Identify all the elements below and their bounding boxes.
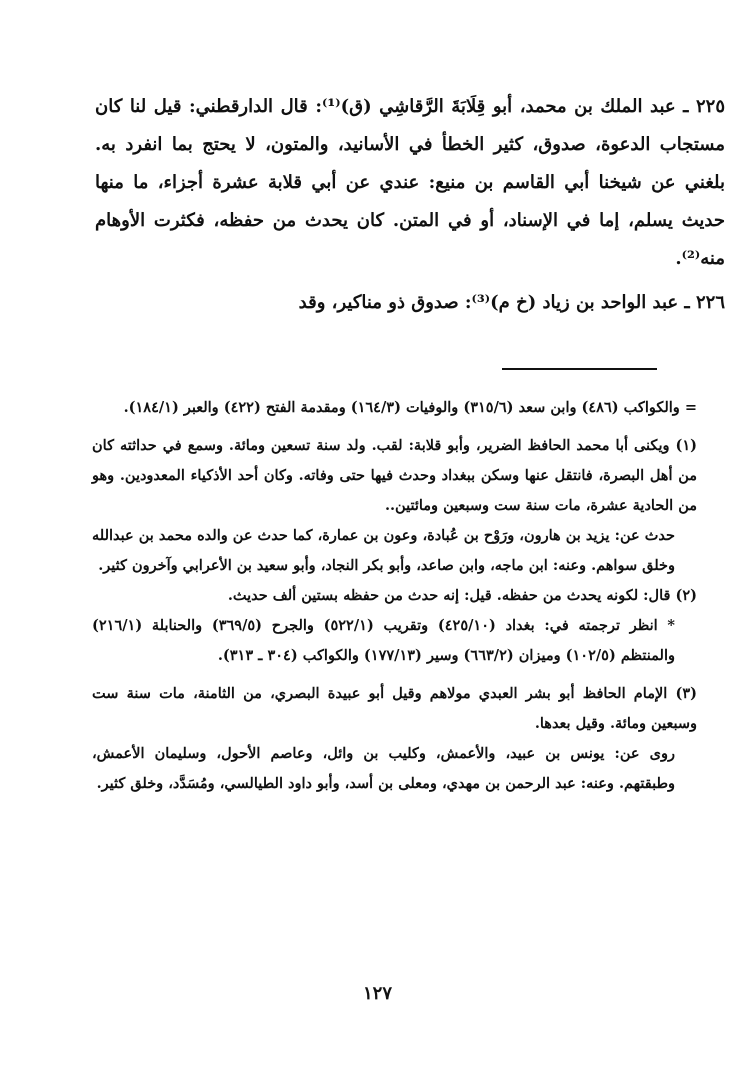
footnote-3-narrators: روى عن: يونس بن عبيد، والأعمش، وكليب بن وائل، وعاصم الأحول، وسليمان الأعمش، وطبقتهم. وعنه: عبد الرحمن بن مهدي، ومعلى بن أسد، وأبو داود الطيالسي، ومُسَدَّد، وخلق كثير. (92, 745, 675, 792)
entry-226: ٢٢٦ ـ عبد الواحد بن زياد (خ م)⁽³⁾: صدوق ذو مناكير، وقد (298, 292, 725, 313)
footnote-2-references: * انظر ترجمته في: بغداد (٤٢٥/١٠) وتقريب (٥٢٢/١) والجرح (٣٦٩/٥) والحنابلة (٢١٦/١) والمنتظم (١٠٢/٥) وميزان (٦٦٣/٢) وسير (١٧٧/١٣) والكواكب (٣٠٤ ـ ٣١٣). (92, 617, 676, 664)
footnotes (92, 393, 697, 799)
footnote-continuation: = والكواكب (٤٨٦) وابن سعد (٣١٥/٦) والوفيات (١٦٤/٣) ومقدمة الفتح (٤٢٢) والعبر (١٨٤/١). (123, 399, 697, 416)
footnote-1: (١) ويكنى أبا محمد الحافظ الضرير، وأبو قلابة: لقب. ولد سنة تسعين ومائة. وسمع في حداثته كان من أهل البصرة، فانتقل عنها وسكن ببغداد وحدث فيها حتى وفاته. وكان أحد الأذكياء المعدودين. وهو من الحادية عشرة، مات سنة ست وسبعين ومائتين.. (92, 437, 697, 514)
page-number: ١٢٧ (362, 983, 392, 1004)
footnote-separator (502, 368, 657, 370)
footnote-1-narrators: حدث عن: يزيد بن هارون، ورَوْح بن عُبادة، وعون بن عمارة، كما حدث عن والده محمد بن عبدالله وخلق سواهم. وعنه: ابن ماجه، وابن صاعد، وأبو بكر النجاد، وأبو سعيد بن الأعرابي وآخرون كثير. (92, 527, 675, 574)
footnote-3: (٣) الإمام الحافظ أبو بشر العبدي مولاهم وقيل أبو عبيدة البصري، من الثامنة، مات سنة ست وسبعين ومائة. وقيل بعدها. (92, 685, 697, 732)
main-text (95, 88, 725, 328)
footnote-2: (٢) قال: لكونه يحدث من حفظه. قيل: إنه حدث من حفظه بستين ألف حديث. (227, 587, 697, 604)
entry-225: ٢٢٥ ـ عبد الملك بن محمد، أبو قِلَابَةَ الرَّقاشِي (ق)⁽¹⁾: قال الدارقطني: قيل لنا كان مستجاب الدعوة، صدوق، كثير الخطأ في الأسانيد، والمتون، لا يحتج بما انفرد به. بلغني عن شيخنا أبي القاسم بن منيع: عندي عن أبي قلابة عشرة أجزاء، ما منها حديث يسلم، إما في الإسناد، أو في المتن. كان يحدث من حفظه، فكثرت الأوهام منه⁽²⁾. (95, 96, 725, 269)
